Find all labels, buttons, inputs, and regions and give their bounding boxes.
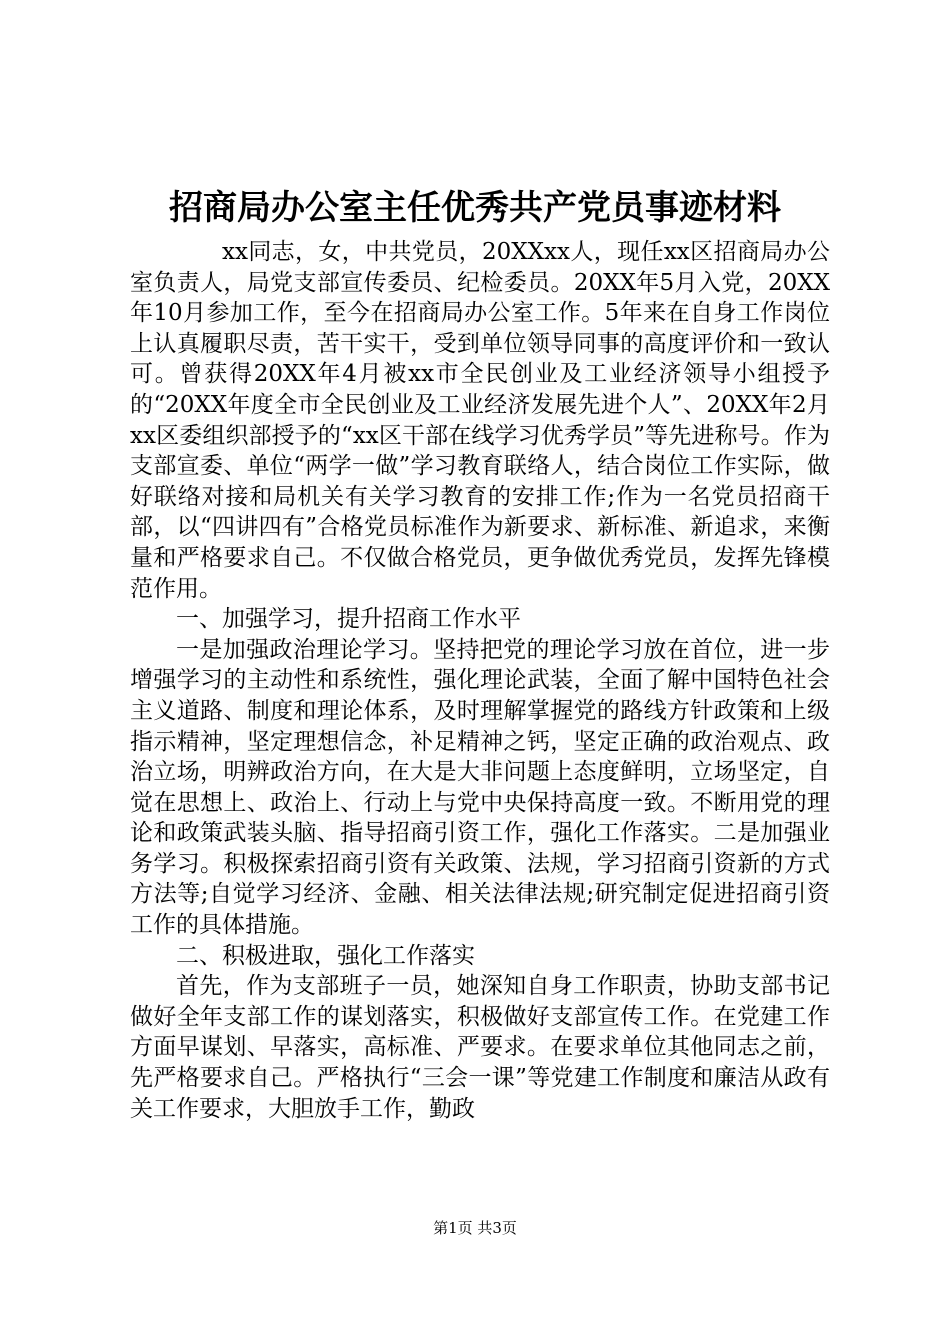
- paragraph-work: 首先，作为支部班子一员，她深知自身工作职责，协助支部书记做好全年支部工作的谋划落实，积极做好支部宣传工作。在党建工作方面早谋划、早落实，高标准、严要求。在要求单位其他同志之前，先严格要求自己。严格执行“三会一课”等党建工作制度和廉洁从政有关工作要求，大胆放手工作，勤政: [130, 973, 830, 1122]
- section-heading-2: 二、积极进取，强化工作落实: [176, 942, 475, 969]
- document-title: 招商局办公室主任优秀共产党员事迹材料: [169, 188, 781, 228]
- paragraph-intro: xx同志，女，中共党员，20XXxx人，现任xx区招商局办公室负责人，局党支部宣传委员、纪检委员。20XX年5月入党，20XX年10月参加工作，至今在招商局办公室工作。5年来在自身工作岗位上认真履职尽责，苦干实干，受到单位领导同事的高度评价和一致认可。曾获得20XX年4月被xx市全民创业及工业经济领导小组授予的“20XX年度全市全民创业及工业经济发展先进个人”、20XX年2月xx区委组织部授予的“xx区干部在线学习优秀学员”等先进称号。作为支部宣委、单位“两学一做”学习教育联络人，结合岗位工作实际，做好联络对接和局机关有关学习教育的安排工作;作为一名党员招商干部，以“四讲四有”合格党员标准作为新要求、新标准、新追求，来衡量和严格要求自己。不仅做合格党员，更争做优秀党员，发挥先锋模范作用。: [130, 239, 830, 602]
- document-body: [130, 237, 830, 1124]
- page-footer: 第1页 共3页: [433, 1219, 517, 1237]
- paragraph-learning: 一是加强政治理论学习。坚持把党的理论学习放在首位，进一步增强学习的主动性和系统性，强化理论武装，全面了解中国特色社会主义道路、制度和理论体系，及时理解掌握党的路线方针政策和上级指示精神，坚定理想信念，补足精神之钙，坚定正确的政治观点、政治立场，明辨政治方向，在大是大非问题上态度鲜明，立场坚定，自觉在思想上、政治上、行动上与党中央保持高度一致。不断用党的理论和政策武装头脑、指导招商引资工作，强化工作落实。二是加强业务学习。积极探索招商引资有关政策、法规，学习招商引资新的方式方法等;自觉学习经济、金融、相关法律法规;研究制定促进招商引资工作的具体措施。: [130, 636, 830, 939]
- section-heading-1: 一、加强学习，提升招商工作水平: [176, 606, 521, 633]
